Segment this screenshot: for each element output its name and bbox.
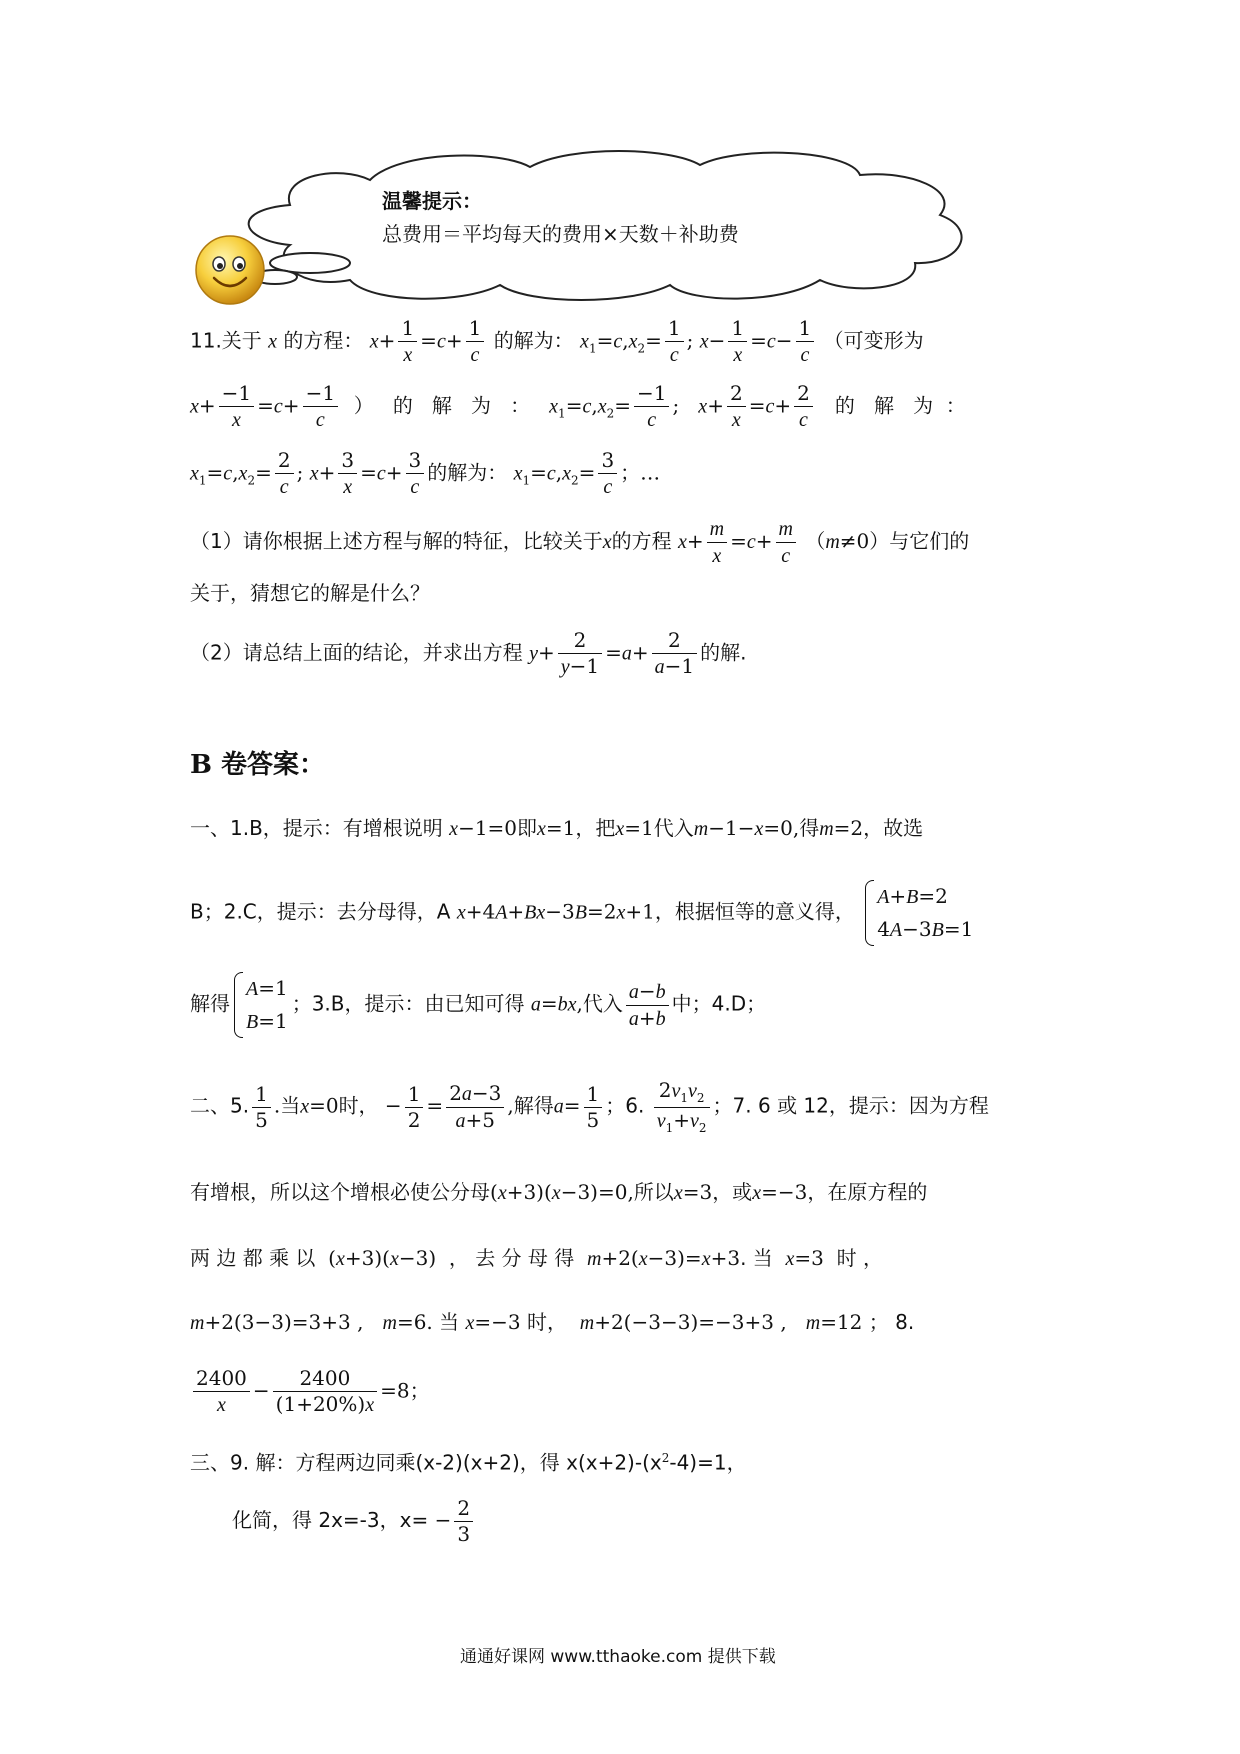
answer-line3: 解得 A=1 B=1 ；3.B，提示：由已知可得 a=bx,代入 $\frac{a-b}{a+b}$ 中；4.D； (190, 972, 766, 1038)
q11-part1-cont: 关于，猜想它的解是什么？ (190, 581, 430, 605)
tip-title: 温馨提示： (382, 189, 482, 213)
answer-line1: 一、1.B，提示：有增根说明 x−1=0即x=1，把x=1代入m−1−x=0,得m=2，故选 (190, 816, 924, 840)
answer-line9: 三、9. 解：方程两边同乘(x-2)(x+2)，得 $x(x+2)-(x^2-4)=1$， (190, 1450, 747, 1475)
q11-line3: $x_1=c,x_2=$ $\frac{2}{c}$ ; x+ $\frac{3}{x}$ =c+ $\frac{3}{c}$ 的解为： $x_1=c,x_2=$ $\frac{3}{c}$ ；… (190, 448, 661, 498)
answers-heading: B 卷答案： (190, 750, 326, 780)
q11-line2: x+ $\frac{-1}{x}$ =c+ $\frac{-1}{c}$ ） 的 解 为 ： $x_1=c,x_2=$ $\frac{-1}{c}$ ; x+ $\frac{2}{x}$ =c+ $\frac{2}{c}$ 的 解 为 ： (190, 381, 966, 431)
tip-text: 总费用＝平均每天的费用×天数＋补助费 (382, 222, 739, 246)
answer-line2: B；2.C，提示：去分母得，A x+4A+Bx−3B=2x+1，根据恒等的意义得， A+B=2 4A−3B=1 (190, 880, 977, 946)
q11-part2: （2）请总结上面的结论，并求出方程 y+ $\frac{2}{y-1}$ =a+ $\frac{2}{a-1}$ 的解. (190, 628, 747, 678)
q11-part1: （1）请你根据上述方程与解的特征，比较关于x的方程 x+ $\frac{m}{x}$ =c+ $\frac{m}{c}$ （m≠0）与它们的 (190, 518, 970, 567)
q11-line1: 11.关于 x 的方程： x+ $\frac{1}{x}$ =c+ $\frac{1}{c}$ 的解为： $x_1=c,x_2=$ $\frac{1}{c}$ ; x− $\frac{1}{x}$ =c− $\frac{1}{c}$ （可变形为 (190, 316, 924, 366)
answer-line5: 有增根，所以这个增根必使公分母(x+3)(x−3)=0,所以x=3，或x=−3，在原方程的 (190, 1180, 928, 1204)
footer-text: 通通好课网 www.tthaoke.com 提供下载 (460, 1647, 776, 1667)
smiley-icon (192, 232, 268, 308)
answer-line8: $\frac{2400}{x}$ − $\frac{2400}{(1+20\%)x}$ =8； (190, 1368, 430, 1416)
answer-line10: 化简，得 2x=-3，x= − $\frac{2}{3}$ (232, 1498, 476, 1545)
answer-line6: 两 边 都 乘 以 (x+3)(x−3) ， 去 分 母 得 m+2(x−3)=x+3. 当 x=3 时 ， (190, 1246, 883, 1270)
answer-line7: m+2(3−3)=3+3 , m=6. 当 x=−3 时， m+2(−3−3)=−3+3 , m=12 ； 8. (190, 1310, 915, 1334)
answer-line4: 二、5. $\frac{1}{5}$ .当x=0时， − $\frac{1}{2}$ = $\frac{2a-3}{a+5}$ ,解得a= $\frac{1}{5}$ ；6. $\frac{2v_1v_2}{v_1+v_2}$ ；7. 6 或 12，提示：因为方程 (190, 1078, 989, 1135)
